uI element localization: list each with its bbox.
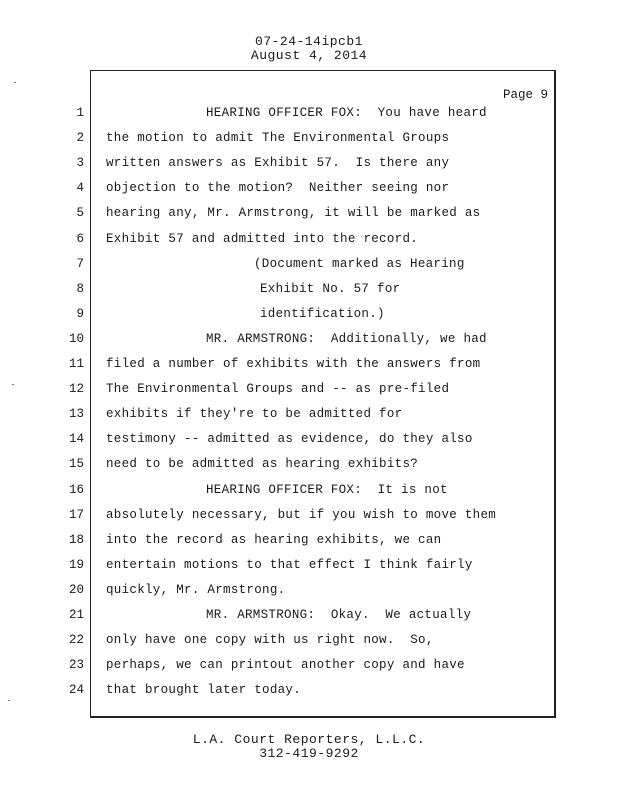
transcript-line: only have one copy with us right now. So, (106, 633, 434, 648)
line-number: 5 (76, 206, 84, 221)
transcript-line: Exhibit 57 and admitted into the record. (106, 231, 419, 246)
line-number: 18 (68, 532, 84, 547)
line-number: 24 (68, 683, 84, 698)
scan-speck (12, 384, 14, 385)
line-number: 23 (68, 658, 84, 673)
transcript-line: MR. ARMSTRONG: Okay. We actually (206, 608, 472, 622)
transcript-line: need to be admitted as hearing exhibits? (106, 457, 419, 472)
line-number: 12 (68, 382, 84, 397)
transcript-line: exhibits if they're to be admitted for (106, 407, 403, 422)
transcript-line: absolutely necessary, but if you wish to move them (106, 507, 497, 522)
line-number: 1 (76, 106, 84, 120)
line-number: 15 (68, 457, 84, 472)
transcript-line: entertain motions to that effect I think fairly (106, 557, 473, 572)
line-number: 8 (76, 281, 84, 296)
transcript-line: filed a number of exhibits with the answers from (106, 357, 481, 371)
transcript-line: identification.) (260, 306, 385, 321)
transcript-line: perhaps, we can printout another copy and have (106, 658, 465, 673)
transcript-line: that brought later today. (106, 683, 302, 698)
line-number: 6 (76, 231, 84, 246)
line-number: 4 (76, 181, 84, 196)
transcript-line: written answers as Exhibit 57. Is there any (106, 156, 450, 171)
transcript-line: the motion to admit The Environmental Groups (106, 131, 450, 146)
line-number: 3 (76, 156, 84, 171)
line-number: 9 (76, 306, 84, 321)
transcript-line: hearing any, Mr. Armstrong, it will be marked as (106, 206, 481, 221)
page-label: Page 9 (502, 88, 548, 102)
scan-speck (14, 82, 16, 83)
line-number: 10 (68, 331, 84, 346)
transcript-line: testimony -- admitted as evidence, do they also (106, 432, 473, 447)
transcript-line: Exhibit No. 57 for (260, 281, 401, 296)
line-number: 11 (68, 357, 84, 371)
line-number: 13 (68, 407, 84, 422)
header-file-id: 07-24-14ipcb1 (255, 34, 363, 49)
line-number: 7 (76, 256, 84, 271)
transcript-line: The Environmental Groups and -- as pre-filed (106, 382, 450, 397)
footer-company: L.A. Court Reporters, L.L.C. (192, 732, 426, 747)
transcript-line: quickly, Mr. Armstrong. (106, 582, 286, 597)
line-number: 22 (68, 633, 84, 648)
transcript-line: HEARING OFFICER FOX: It is not (206, 482, 448, 497)
line-number: 16 (68, 482, 84, 497)
transcript-line: (Document marked as Hearing (254, 256, 465, 271)
line-number: 19 (68, 557, 84, 572)
line-number: 17 (68, 507, 84, 522)
transcript-line: into the record as hearing exhibits, we can (106, 532, 442, 547)
line-number: 21 (68, 608, 84, 622)
footer-phone: 312-419-9292 (259, 746, 359, 761)
line-number: 14 (68, 432, 84, 447)
scan-speck (8, 700, 10, 701)
line-number: 20 (68, 582, 84, 597)
transcript-line: MR. ARMSTRONG: Additionally, we had (206, 331, 487, 346)
transcript-line: objection to the motion? Neither seeing nor (106, 181, 450, 196)
line-number: 2 (76, 131, 84, 146)
transcript-line: HEARING OFFICER FOX: You have heard (206, 106, 487, 120)
header-date: August 4, 2014 (250, 48, 368, 63)
